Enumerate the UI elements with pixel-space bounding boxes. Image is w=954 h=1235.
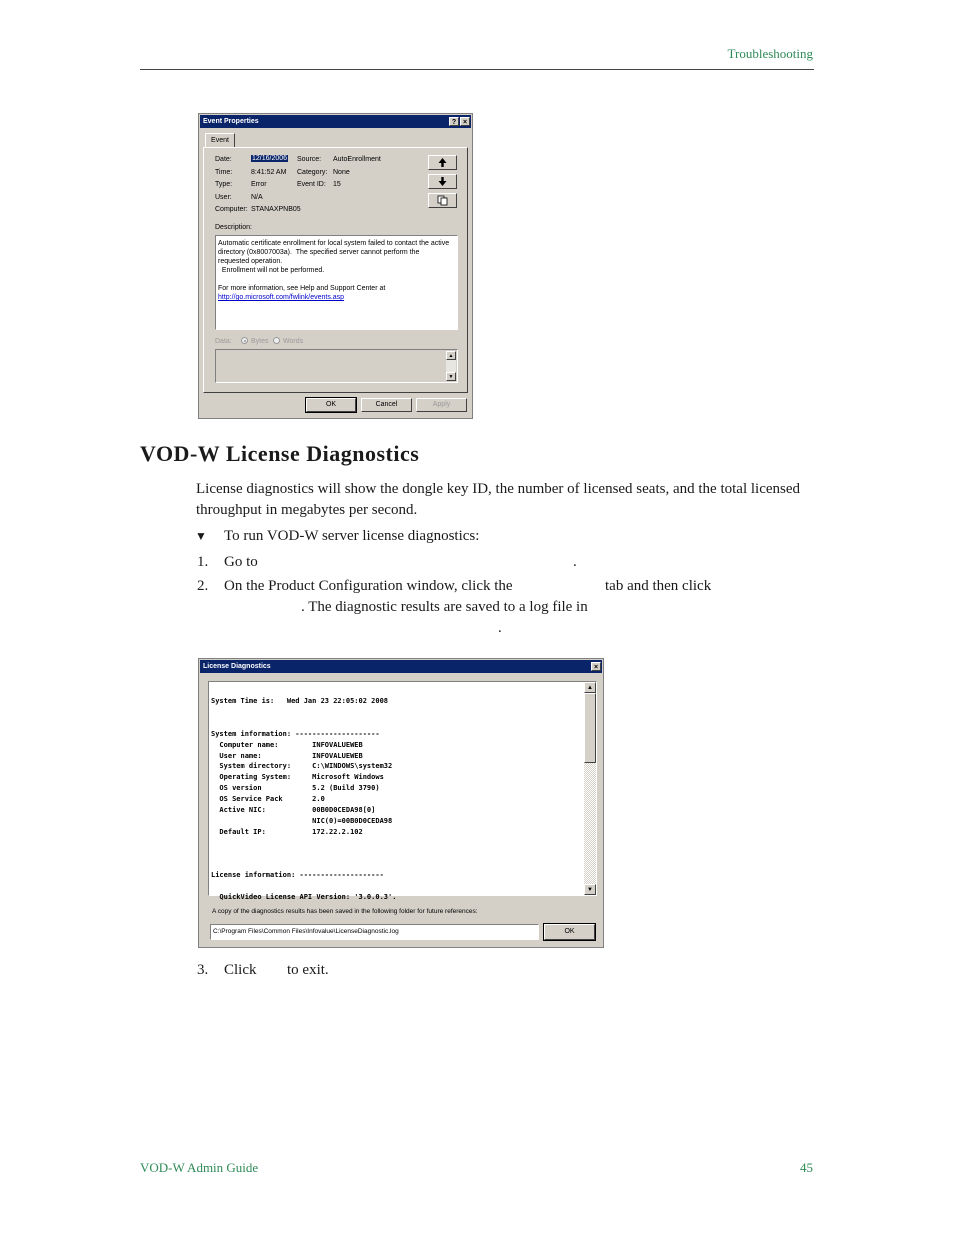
header-rule [140,69,814,70]
scroll-up-icon[interactable]: ▲ [446,351,456,360]
cancel-button[interactable]: Cancel [361,398,412,412]
license-diagnostics-dialog [198,658,604,948]
description-line: Automatic certificate enrollment for local system failed to contact the active [218,240,450,247]
data-box [215,349,458,383]
log-line: Active NIC: 00B0D0CEDA98[0] [211,806,376,815]
log-path-value: C:\Program Files\Common Files\Infovalue\LicenseDiagnostic.log [213,928,399,935]
log-line: Computer name: INFOVALUEWEB [211,740,363,749]
log-line [211,707,396,718]
step2-end: . [498,620,502,636]
next-event-button[interactable] [428,174,457,189]
ok-button[interactable]: OK [306,398,356,412]
category-label: Category: [297,169,328,176]
eventid-value: 15 [333,181,341,188]
step1-number: 1. [197,554,209,570]
description-lines [218,239,455,293]
procedure-heading: To run VOD-W server license diagnostics: [224,528,480,544]
log-line [211,860,396,871]
event-properties-dialog [198,113,473,419]
data-label: Data: [215,338,232,345]
event-dialog-titlebar [200,115,471,128]
description-line: For more information, see Help and Support Center at [218,285,386,292]
log-line: License information: -------------------- [211,871,384,880]
log-line: OS Service Pack 2.0 [211,795,325,804]
log-path-field[interactable] [210,924,539,940]
log-line [211,849,396,860]
section-title: VOD-W License Diagnostics [140,441,420,466]
log-line: OS version 5.2 (Build 3790) [211,784,380,793]
tab-event[interactable] [205,133,235,147]
data-scrollbar[interactable] [446,351,456,381]
log-text [211,696,396,903]
page-number: 45 [800,1160,813,1175]
radio-words-label: Words [283,338,304,345]
computer-value: STANAXPNB05 [251,206,301,213]
log-scrollbar[interactable] [584,682,596,895]
log-line: System information: -------------------- [211,729,380,738]
save-note: A copy of the diagnostics results has been saved in the following folder for future references: [212,908,478,915]
description-line [218,275,455,284]
log-line [211,881,396,892]
computer-label: Computer: [215,206,248,213]
license-dialog-titlebar [200,660,602,673]
log-line: NIC(0)=00B0D0CEDA98 [211,816,393,825]
step1-text: Go to [224,554,258,570]
log-line: Operating System: Microsoft Windows [211,773,384,782]
step3-end: to exit. [287,962,329,978]
log-line: Default IP: 172.22.2.102 [211,827,363,836]
close-icon[interactable]: × [460,117,470,126]
description-line: directory (0x8007003a). The specified server cannot perform the [218,249,420,256]
scroll-thumb[interactable] [584,693,596,763]
radio-words [273,337,280,344]
step2-number: 2. [197,578,209,594]
description-link[interactable]: http://go.microsoft.com/fwlink/events.asp [218,294,345,301]
section-intro: License diagnostics will show the dongle key ID, the number of licensed seats, and the total licensed throughput in megabytes per second. [196,481,801,518]
event-dialog-title: Event Properties [203,118,259,125]
copy-icon [429,194,456,207]
source-label: Source: [297,156,322,163]
scroll-up-icon[interactable]: ▲ [584,682,596,693]
close-icon[interactable]: × [591,662,601,671]
license-ok-button[interactable]: OK [544,924,595,940]
log-line: QuickVideo License API Version: '3.0.0.3'. [211,893,397,902]
eventid-label: Event ID: [297,181,326,188]
copy-event-button[interactable] [428,193,457,208]
log-line: System directory: C:\WINDOWS\system32 [211,762,393,771]
type-value: Error [251,181,267,188]
diagnostics-log[interactable] [208,681,597,902]
license-dialog-title: License Diagnostics [203,663,271,670]
scroll-down-icon[interactable]: ▼ [446,372,456,381]
help-icon[interactable]: ? [449,117,459,126]
description-box[interactable] [215,235,458,330]
user-label: User: [215,194,232,201]
apply-button[interactable]: Apply [416,398,467,412]
time-label: Time: [215,169,233,176]
date-label: Date: [215,156,232,163]
tab-event-label: Event [211,137,229,144]
scroll-down-icon[interactable]: ▼ [584,884,596,895]
category-value: None [333,169,350,176]
previous-event-button[interactable] [428,155,457,170]
type-label: Type: [215,181,233,188]
arrow-up-icon [429,156,456,169]
step1-end: . [573,554,577,570]
log-line [211,838,396,849]
procedure-bullet-icon: ▼ [195,529,207,543]
step2-line2: . The diagnostic results are saved to a log file in [301,599,588,615]
footer-title: VOD-W Admin Guide [140,1160,259,1175]
arrow-down-icon [429,175,456,188]
user-value: N/A [251,194,263,201]
date-value[interactable]: 12/16/2006 [252,155,288,162]
running-header: Troubleshooting [727,46,813,61]
radio-bytes [241,337,248,344]
description-line: Enrollment will not be performed. [218,267,325,274]
step2-text: On the Product Configuration window, click the [224,578,513,594]
step2-mid: tab and then click [605,578,712,594]
description-line: requested operation. [218,258,283,265]
time-value: 8:41:52 AM [251,169,287,176]
radio-bytes-label: Bytes [251,338,269,345]
log-line [211,718,396,729]
step3-number: 3. [197,962,209,978]
step3-text: Click [224,962,257,978]
log-line: System Time is: Wed Jan 23 22:05:02 2008 [211,697,389,705]
description-label: Description: [215,224,252,231]
log-line: User name: INFOVALUEWEB [211,751,363,760]
source-value: AutoEnrollment [333,156,381,163]
